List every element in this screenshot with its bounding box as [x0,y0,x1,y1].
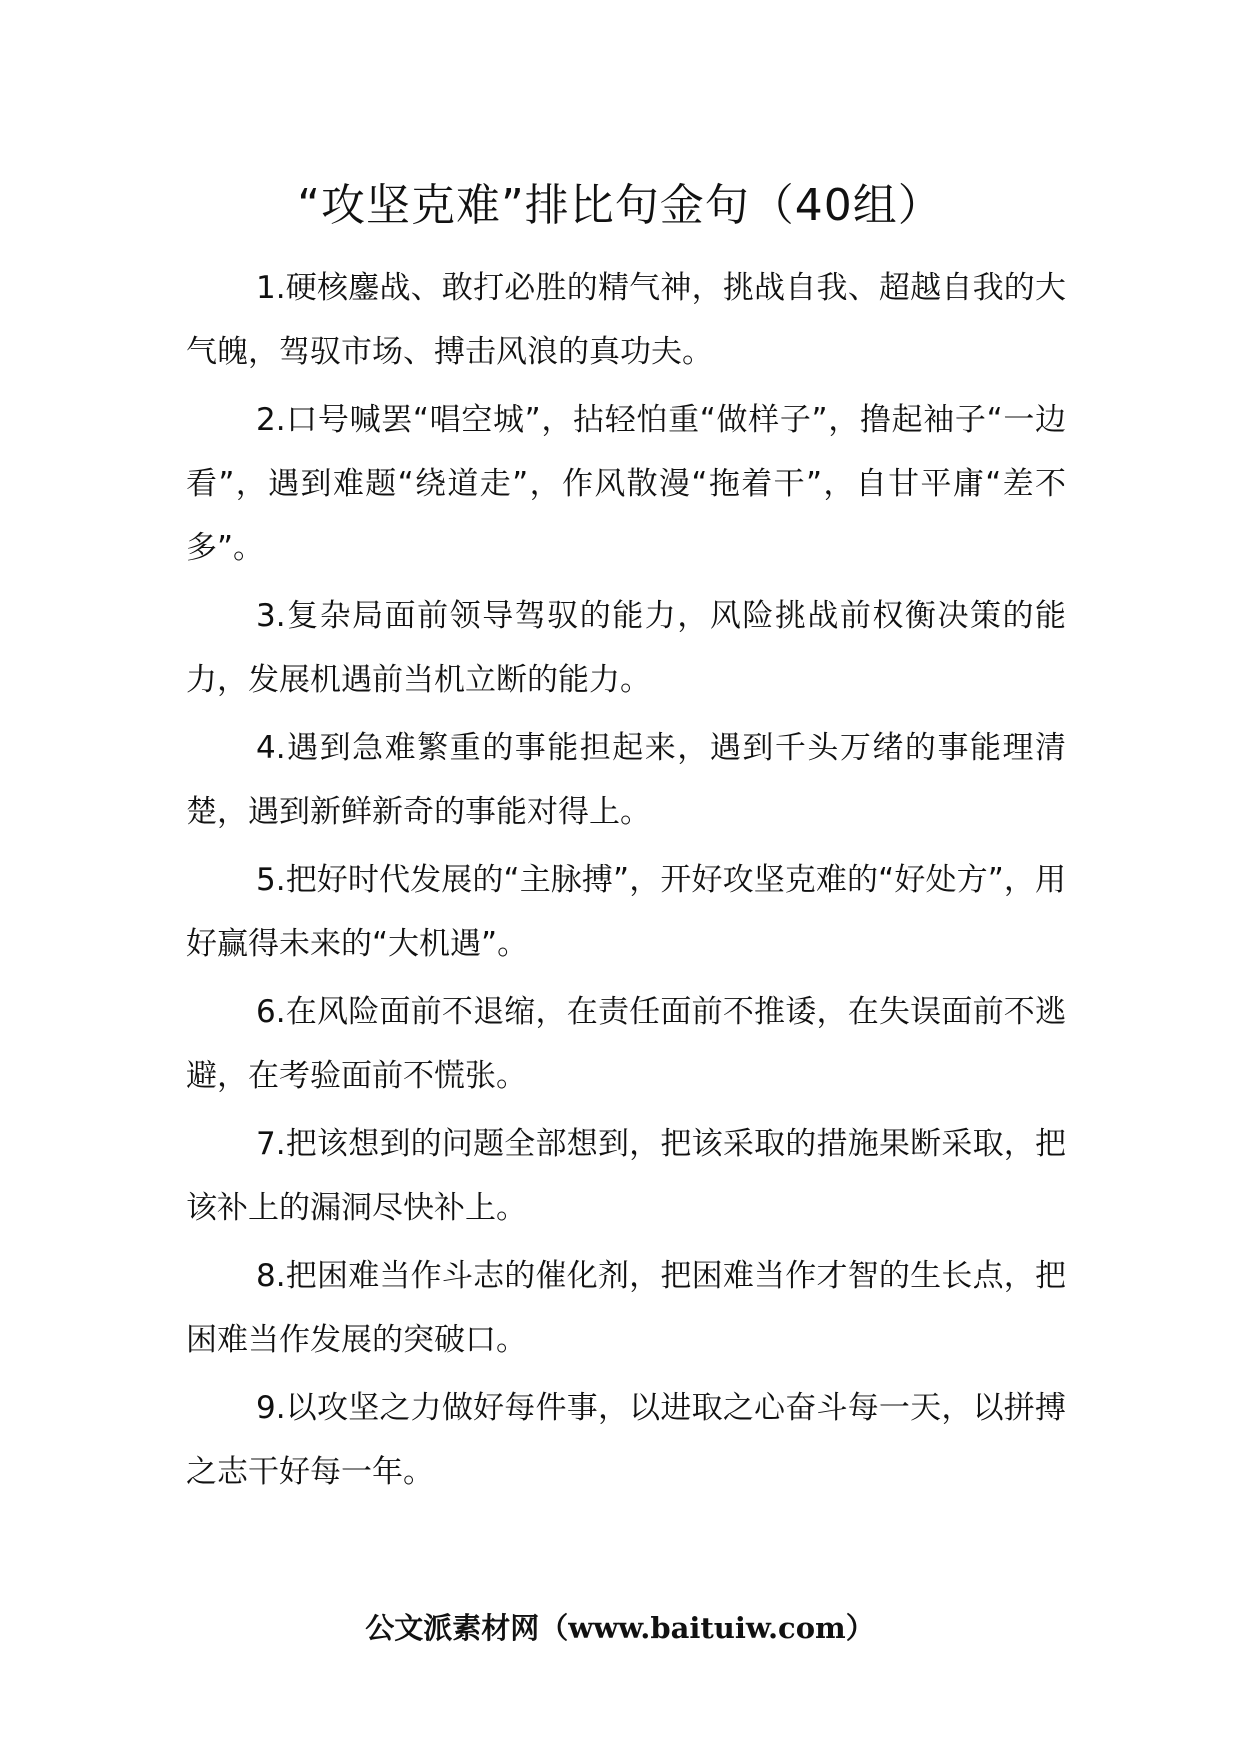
list-item: 3.复杂局面前领导驾驭的能力，风险挑战前权衡决策的能力，发展机遇前当机立断的能力。 [186,598,1066,698]
list-item: 2.口号喊罢“唱空城”，拈轻怕重“做样子”，撸起袖子“一边看”，遇到难题“绕道走”，作风散漫“拖着干”，自甘平庸“差不多”。 [186,402,1066,566]
list-item: 7.把该想到的问题全部想到，把该采取的措施果断采取，把该补上的漏洞尽快补上。 [186,1126,1066,1226]
list-item: 9.以攻坚之力做好每件事，以进取之心奋斗每一天，以拼搏之志干好每一年。 [186,1390,1066,1490]
list-item: 1.硬核鏖战、敢打必胜的精气神，挑战自我、超越自我的大气魄，驾驭市场、搏击风浪的真功夫。 [186,270,1066,370]
list-item: 6.在风险面前不退缩，在责任面前不推诿，在失误面前不逃避，在考验面前不慌张。 [186,994,1066,1094]
document-body [186,256,1066,1508]
list-item: 5.把好时代发展的“主脉搏”，开好攻坚克难的“好处方”，用好赢得未来的“大机遇”。 [186,862,1066,962]
list-item: 4.遇到急难繁重的事能担起来，遇到千头万绪的事能理清楚，遇到新鲜新奇的事能对得上。 [186,730,1066,830]
list-item: 8.把困难当作斗志的催化剂，把困难当作才智的生长点，把困难当作发展的突破口。 [186,1258,1066,1358]
page-title: “攻坚克难”排比句金句（40组） [297,180,943,231]
page-footer: 公文派素材网（www.baituiw.com） [365,1611,875,1645]
